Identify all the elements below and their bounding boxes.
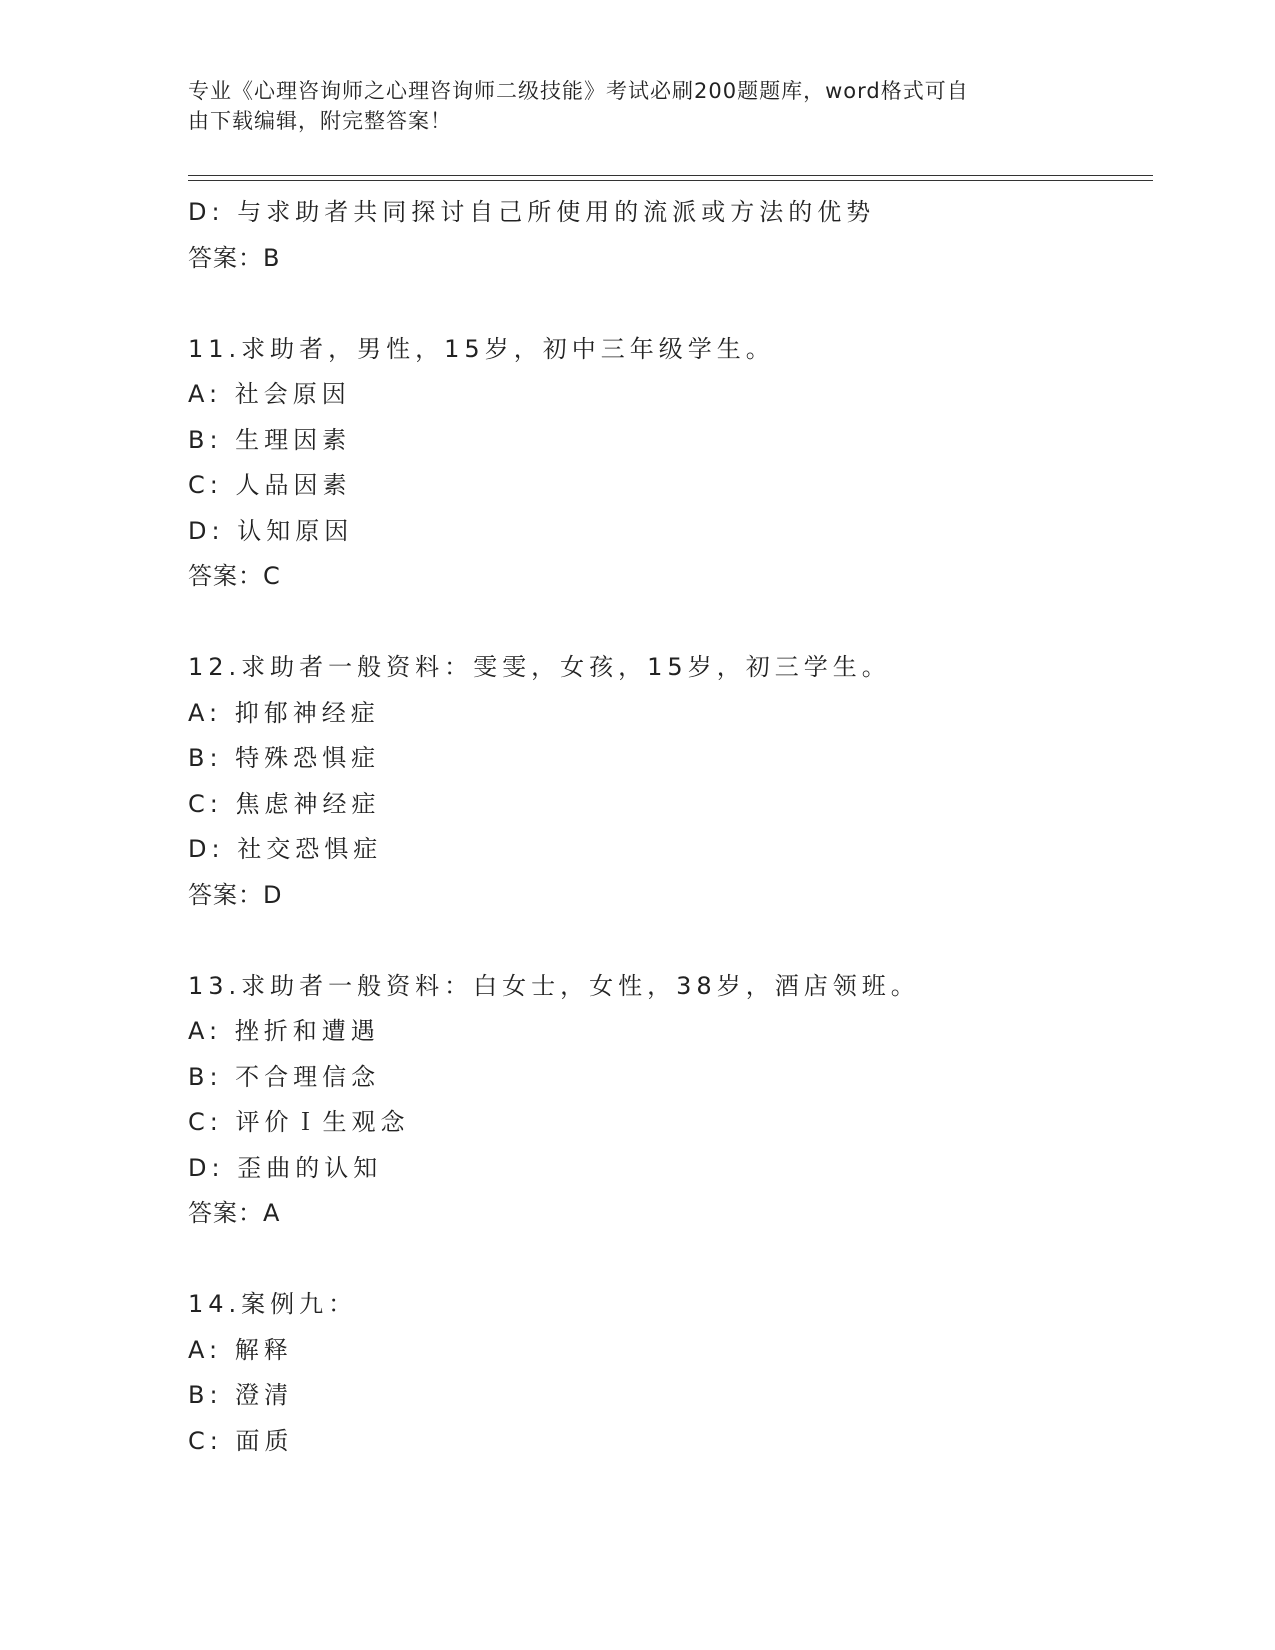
- question-stem-13: 13.求助者一般资料：白女士，女性，38岁，酒店领班。: [188, 971, 920, 1000]
- option-a: A: 解释: [188, 1335, 293, 1364]
- option-b: B: 不合理信念: [188, 1062, 381, 1091]
- header-divider-top: [188, 175, 1153, 176]
- option-a: A: 抑郁神经症: [188, 698, 380, 727]
- header-line-1: 专业《心理咨询师之心理咨询师二级技能》考试必刷200题题库，word格式可自: [188, 79, 969, 103]
- answer-line: 答案：C: [188, 562, 281, 590]
- option-a: A: 挫折和遭遇: [188, 1017, 380, 1045]
- answer-line: 答案：B: [188, 243, 281, 272]
- answer-line: 答案：A: [188, 1199, 281, 1227]
- option-d: D: 社交恐惧症: [188, 835, 383, 863]
- option-d: D: 认知原因: [188, 516, 354, 545]
- document-header: [188, 76, 1088, 136]
- answer-line: 答案：D: [188, 880, 283, 909]
- spacer: [188, 918, 1148, 964]
- option-d: D: 与求助者共同探讨自己所使用的流派或方法的优势: [188, 198, 876, 226]
- option-d: D: 歪曲的认知: [188, 1153, 383, 1182]
- option-c: C: 面质: [188, 1426, 294, 1455]
- header-line-2: 由下载编辑，附完整答案！: [188, 109, 452, 133]
- question-stem-12: 12.求助者一般资料：雯雯，女孩，15岁，初三学生。: [188, 653, 891, 681]
- option-b: B: 生理因素: [188, 425, 352, 454]
- option-c: C: 人品因素: [188, 471, 352, 499]
- header-divider-bottom: [188, 180, 1153, 181]
- question-stem-11: 11.求助者，男性，15岁，初中三年级学生。: [188, 334, 775, 363]
- option-c: C: 评价Ｉ生观念: [188, 1108, 410, 1136]
- spacer: [188, 1237, 1148, 1283]
- spacer: [188, 281, 1148, 327]
- option-a: A: 社会原因: [188, 380, 351, 408]
- spacer: [188, 600, 1148, 646]
- option-b: B: 特殊恐惧症: [188, 744, 381, 772]
- question-stem-14: 14.案例九：: [188, 1290, 358, 1318]
- document-body: [188, 190, 1148, 1464]
- option-b: B: 澄清: [188, 1381, 294, 1409]
- option-c: C: 焦虑神经症: [188, 789, 381, 818]
